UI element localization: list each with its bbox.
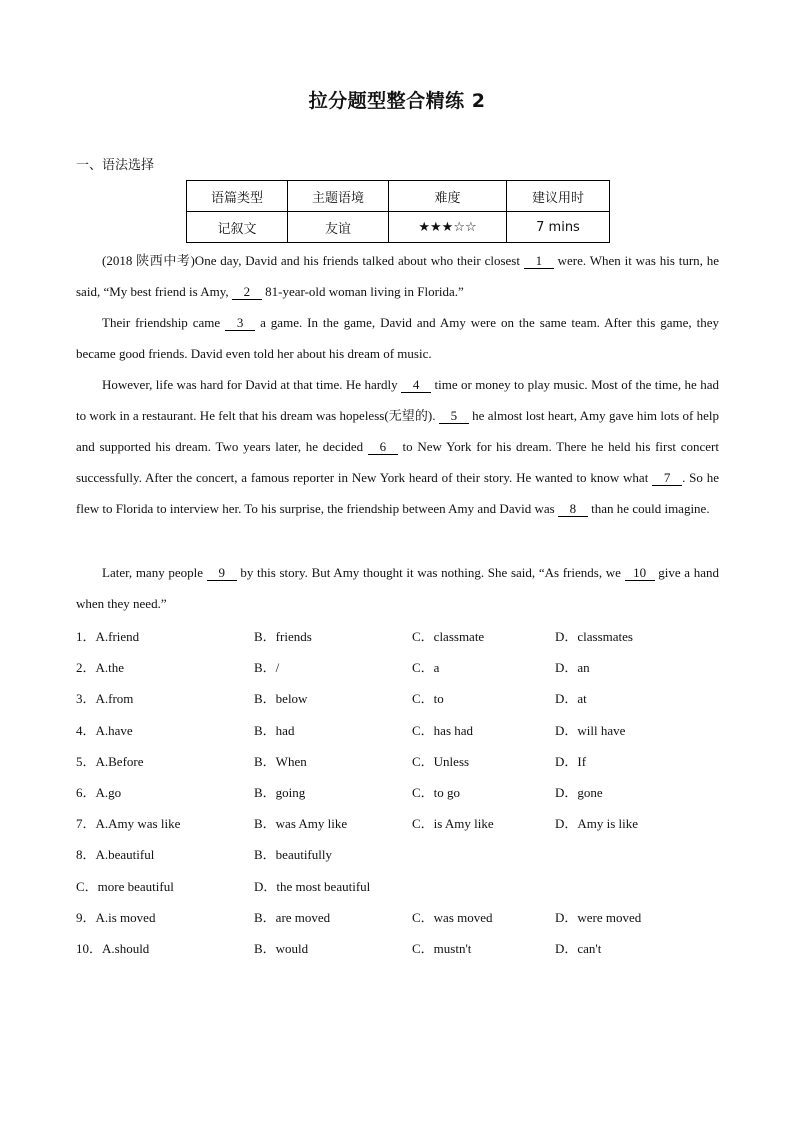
header-cell: 建议用时 (507, 181, 610, 212)
option: B．When (254, 753, 307, 769)
blank-1: 1 (524, 254, 554, 269)
passage-paragraph-3 (76, 369, 719, 524)
passage-text: give a hand when they need.” (76, 565, 720, 611)
option: C．mustn't (412, 940, 472, 956)
option: D．an (555, 660, 590, 676)
option: C．classmate (412, 629, 485, 644)
option: 8．A.beautiful (76, 847, 155, 863)
option: C．a (412, 660, 440, 676)
passage-text: However, life was hard for David at that time. He hardly (102, 377, 402, 392)
option-row (76, 868, 726, 899)
option-row (76, 712, 726, 743)
option: D．at (555, 691, 587, 707)
option: D．Amy is like (555, 816, 639, 832)
option: B．are moved (254, 909, 331, 925)
blank-5: 5 (439, 409, 469, 424)
option: B．friends (254, 629, 312, 644)
option: B．beautifully (254, 847, 332, 863)
passage-paragraph-1 (76, 245, 719, 307)
option: 1．A.friend (76, 629, 140, 644)
blank-7: 7 (652, 471, 682, 486)
option: C．is Amy like (412, 816, 494, 832)
passage-text: . So he flew to Florida to interview her. To his surprise, the friendship between Amy and David was (76, 470, 719, 516)
passage-text: Their friendship came (102, 315, 226, 330)
option: C．to (412, 691, 444, 707)
option: 5．A.Before (76, 753, 144, 769)
header-cell: 难度 (389, 181, 507, 212)
section-heading: 一、语法选择 (76, 158, 155, 173)
passage-text: 81-year-old woman living in Florida.” (261, 284, 464, 299)
option: 10．A.should (76, 940, 150, 956)
passage-text: he almost lost heart, Amy gave him lots of help and supported his dream. Two years later, he decided (76, 408, 719, 454)
info-table-header-row (187, 181, 610, 212)
options-list (76, 618, 726, 961)
blank-9: 9 (207, 566, 237, 581)
option: B．would (254, 940, 309, 956)
option: D．can't (555, 940, 602, 956)
option-row (76, 743, 726, 774)
option-row (76, 930, 726, 961)
option: C．more beautiful (76, 878, 174, 894)
option: D．If (555, 753, 587, 769)
value-cell: ★★★☆☆ (389, 212, 507, 243)
option-row (76, 680, 726, 711)
option: B．had (254, 722, 295, 738)
page-title: 拉分题型整合精练 2 (308, 90, 486, 112)
blank-6: 6 (368, 440, 398, 455)
option: 7．A.Amy was like (76, 816, 181, 832)
option: 3．A.from (76, 691, 134, 707)
option: C．was moved (412, 909, 493, 925)
option: D．gone (555, 784, 603, 800)
passage-text: than he could imagine. (587, 501, 710, 516)
blank-3: 3 (225, 316, 255, 331)
info-table-value-row (187, 212, 610, 243)
passage-text: time or money to play music. Most of the time, he had to work in a restaurant. He felt that his dream was hopeless(无望的). (76, 377, 719, 423)
value-cell: 记叙文 (187, 212, 288, 243)
passage-text: a game. In the game, David and Amy were on the same team. After this game, they became good friends. David even told her about his dream of music. (76, 315, 719, 361)
header-cell: 语篇类型 (187, 181, 288, 212)
passage-text: were. When it was his turn, he said, “My best friend is Amy, (76, 253, 719, 299)
passage-text: by this story. But Amy thought it was nothing. She said, “As friends, we (236, 565, 625, 580)
option-row (76, 805, 726, 836)
blank-8: 8 (558, 502, 588, 517)
option-row (76, 836, 726, 867)
option: 4．A.have (76, 722, 133, 738)
option-row (76, 649, 726, 680)
passage-text: to New York for his dream. There he held his first concert successfully. After the concert, a famous reporter in New York heard of their story. He wanted to know what (76, 439, 719, 485)
option: 6．A.go (76, 784, 122, 800)
option: D．will have (555, 722, 626, 738)
option: D．classmates (555, 629, 633, 644)
passage-paragraph-4 (76, 557, 719, 619)
option: C．to go (412, 784, 461, 800)
option: C．Unless (412, 753, 470, 769)
blank-4: 4 (401, 378, 431, 393)
option: B．below (254, 691, 308, 707)
option: 9．A.is moved (76, 909, 156, 925)
option-row (76, 618, 726, 649)
option: 2．A.the (76, 660, 125, 676)
value-cell: 友谊 (288, 212, 389, 243)
blank-2: 2 (232, 285, 262, 300)
passage-paragraph-2 (76, 307, 719, 369)
blank-10: 10 (625, 566, 655, 581)
option: D．the most beautiful (254, 878, 371, 894)
option: D．were moved (555, 909, 642, 925)
value-cell: 7 mins (507, 212, 610, 243)
option: B．was Amy like (254, 816, 348, 832)
option: B．going (254, 784, 306, 800)
option: B．/ (254, 660, 280, 676)
header-cell: 主题语境 (288, 181, 389, 212)
option-row (76, 774, 726, 805)
option-row (76, 899, 726, 930)
passage-text: Later, many people (102, 565, 207, 580)
passage-text: (2018 陕西中考)One day, David and his friends talked about who their closest (102, 253, 524, 268)
option: C．has had (412, 722, 474, 738)
info-table (186, 180, 610, 243)
